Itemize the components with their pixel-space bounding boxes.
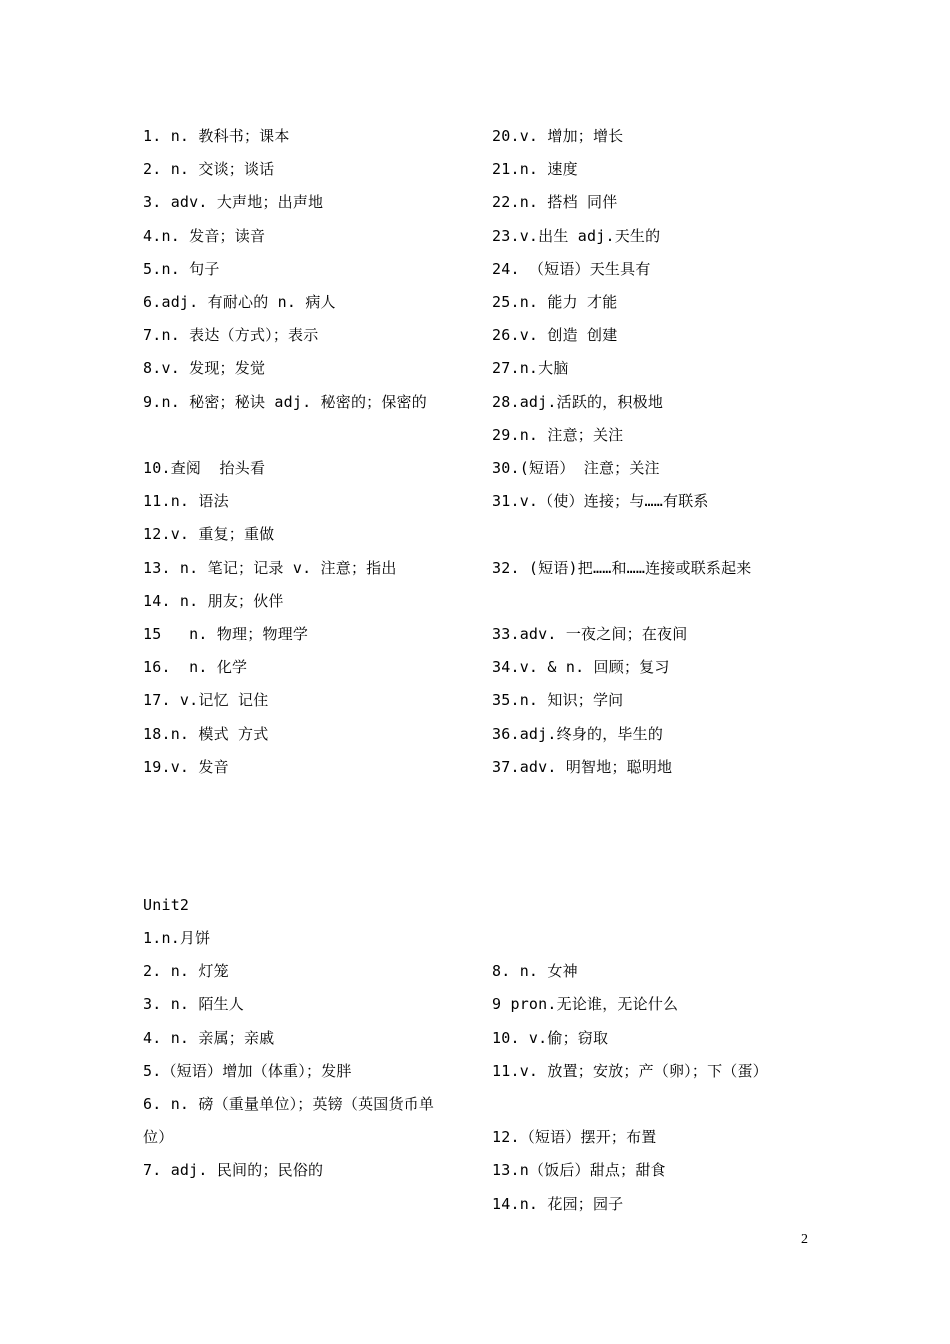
unit2-right-entry: 13.n（饭后）甜点；甜食 [492,1161,666,1180]
unit1-left-entry: 10.查阅 抬头看 [143,459,266,477]
unit1-right-entry: 36.adj.终身的，毕生的 [492,724,664,743]
unit1-right-entry: 27.n.大脑 [492,359,569,378]
unit1-left-entry: 2. n. 交谈；谈话 [143,160,275,179]
unit1-left-entry: 7.n. 表达（方式）；表示 [143,326,319,345]
page-number: 2 [801,1232,808,1247]
unit1-left-entry: 1. n. 教科书；课本 [143,127,290,145]
unit1-right-entry: 37.adv. 明智地；聪明地 [492,757,673,776]
unit1-left-entry: 14. n. 朋友；伙伴 [143,591,284,610]
unit1-left-entry: 8.v. 发现；发觉 [143,359,266,378]
unit1-left-entry: 18.n. 模式 方式 [143,724,269,743]
unit1-right-entry: 32. (短语)把……和……连接或联系起来 [492,558,752,577]
unit1-left-entry: 5.n. 句子 [143,259,220,278]
unit2-right-entry: 8. n. 女神 [492,962,578,981]
unit1-right-entry: 26.v. 创造 创建 [492,326,618,345]
unit1-left-entry: 6.adj. 有耐心的 n. 病人 [143,293,336,311]
unit1-right-entry: 23.v.出生 adj.天生的 [492,226,661,245]
unit1-left-entry: 11.n. 语法 [143,492,229,511]
unit1-left-entry: 15 n. 物理；物理学 [143,625,309,643]
unit2-left-entry: 位） [143,1128,174,1147]
unit1-right-entry: 31.v.（使）连接；与……有联系 [492,492,709,511]
unit2-right-entry: 11.v. 放置；安放；产（卵）；下（蛋） [492,1061,768,1080]
unit1-right-entry: 34.v. & n. 回顾；复习 [492,658,670,677]
unit1-left-entry: 19.v. 发音 [143,757,229,776]
unit2-left-entry: 5.（短语）增加（体重）；发胖 [143,1061,352,1080]
unit2-right-entry: 10. v.偷；窃取 [492,1028,609,1047]
unit1-left-entry: 16. n. 化学 [143,658,248,677]
unit1-left-entry: 9.n. 秘密；秘诀 adj. 秘密的；保密的 [143,392,427,411]
unit2-heading: Unit2 [143,896,190,914]
unit2-left-entry: 6. n. 磅（重量单位）；英镑（英国货币单 [143,1095,435,1113]
unit1-left-entry: 17. v.记忆 记住 [143,691,269,710]
unit1-right-entry: 29.n. 注意；关注 [492,425,624,444]
unit2-right-entry: 9 pron.无论谁，无论什么 [492,995,679,1014]
unit1-right-entry: 21.n. 速度 [492,160,578,179]
unit2-left-entry: 7. adj. 民间的；民俗的 [143,1161,324,1180]
unit1-left-entry: 4.n. 发音；读音 [143,226,266,245]
unit1-left-entry: 12.v. 重复；重做 [143,525,275,544]
unit1-left-entry: 13. n. 笔记；记录 v. 注意；指出 [143,558,397,577]
unit1-right-entry: 35.n. 知识；学问 [492,691,624,710]
unit2-left-entry: 4. n. 亲属；亲戚 [143,1028,275,1047]
unit1-right-entry: 33.adv. 一夜之间；在夜间 [492,625,688,643]
unit2-right-entry: 14.n. 花园；园子 [492,1194,624,1213]
unit1-left-entry: 3. adv. 大声地；出声地 [143,193,324,212]
unit1-right-entry: 22.n. 搭档 同伴 [492,193,618,212]
unit1-right-entry: 24. （短语）天生具有 [492,259,651,278]
unit1-right-entry: 28.adj.活跃的，积极地 [492,392,664,411]
unit2-left-entry: 3. n. 陌生人 [143,995,244,1014]
unit1-right-entry: 20.v. 增加；增长 [492,127,624,145]
unit2-left-entry: 1.n.月饼 [143,929,211,947]
unit2-left-entry: 2. n. 灯笼 [143,962,229,981]
unit1-right-entry: 30.(短语） 注意；关注 [492,459,660,477]
unit1-right-entry: 25.n. 能力 才能 [492,293,618,311]
unit2-right-entry: 12.（短语）摆开；布置 [492,1128,657,1147]
